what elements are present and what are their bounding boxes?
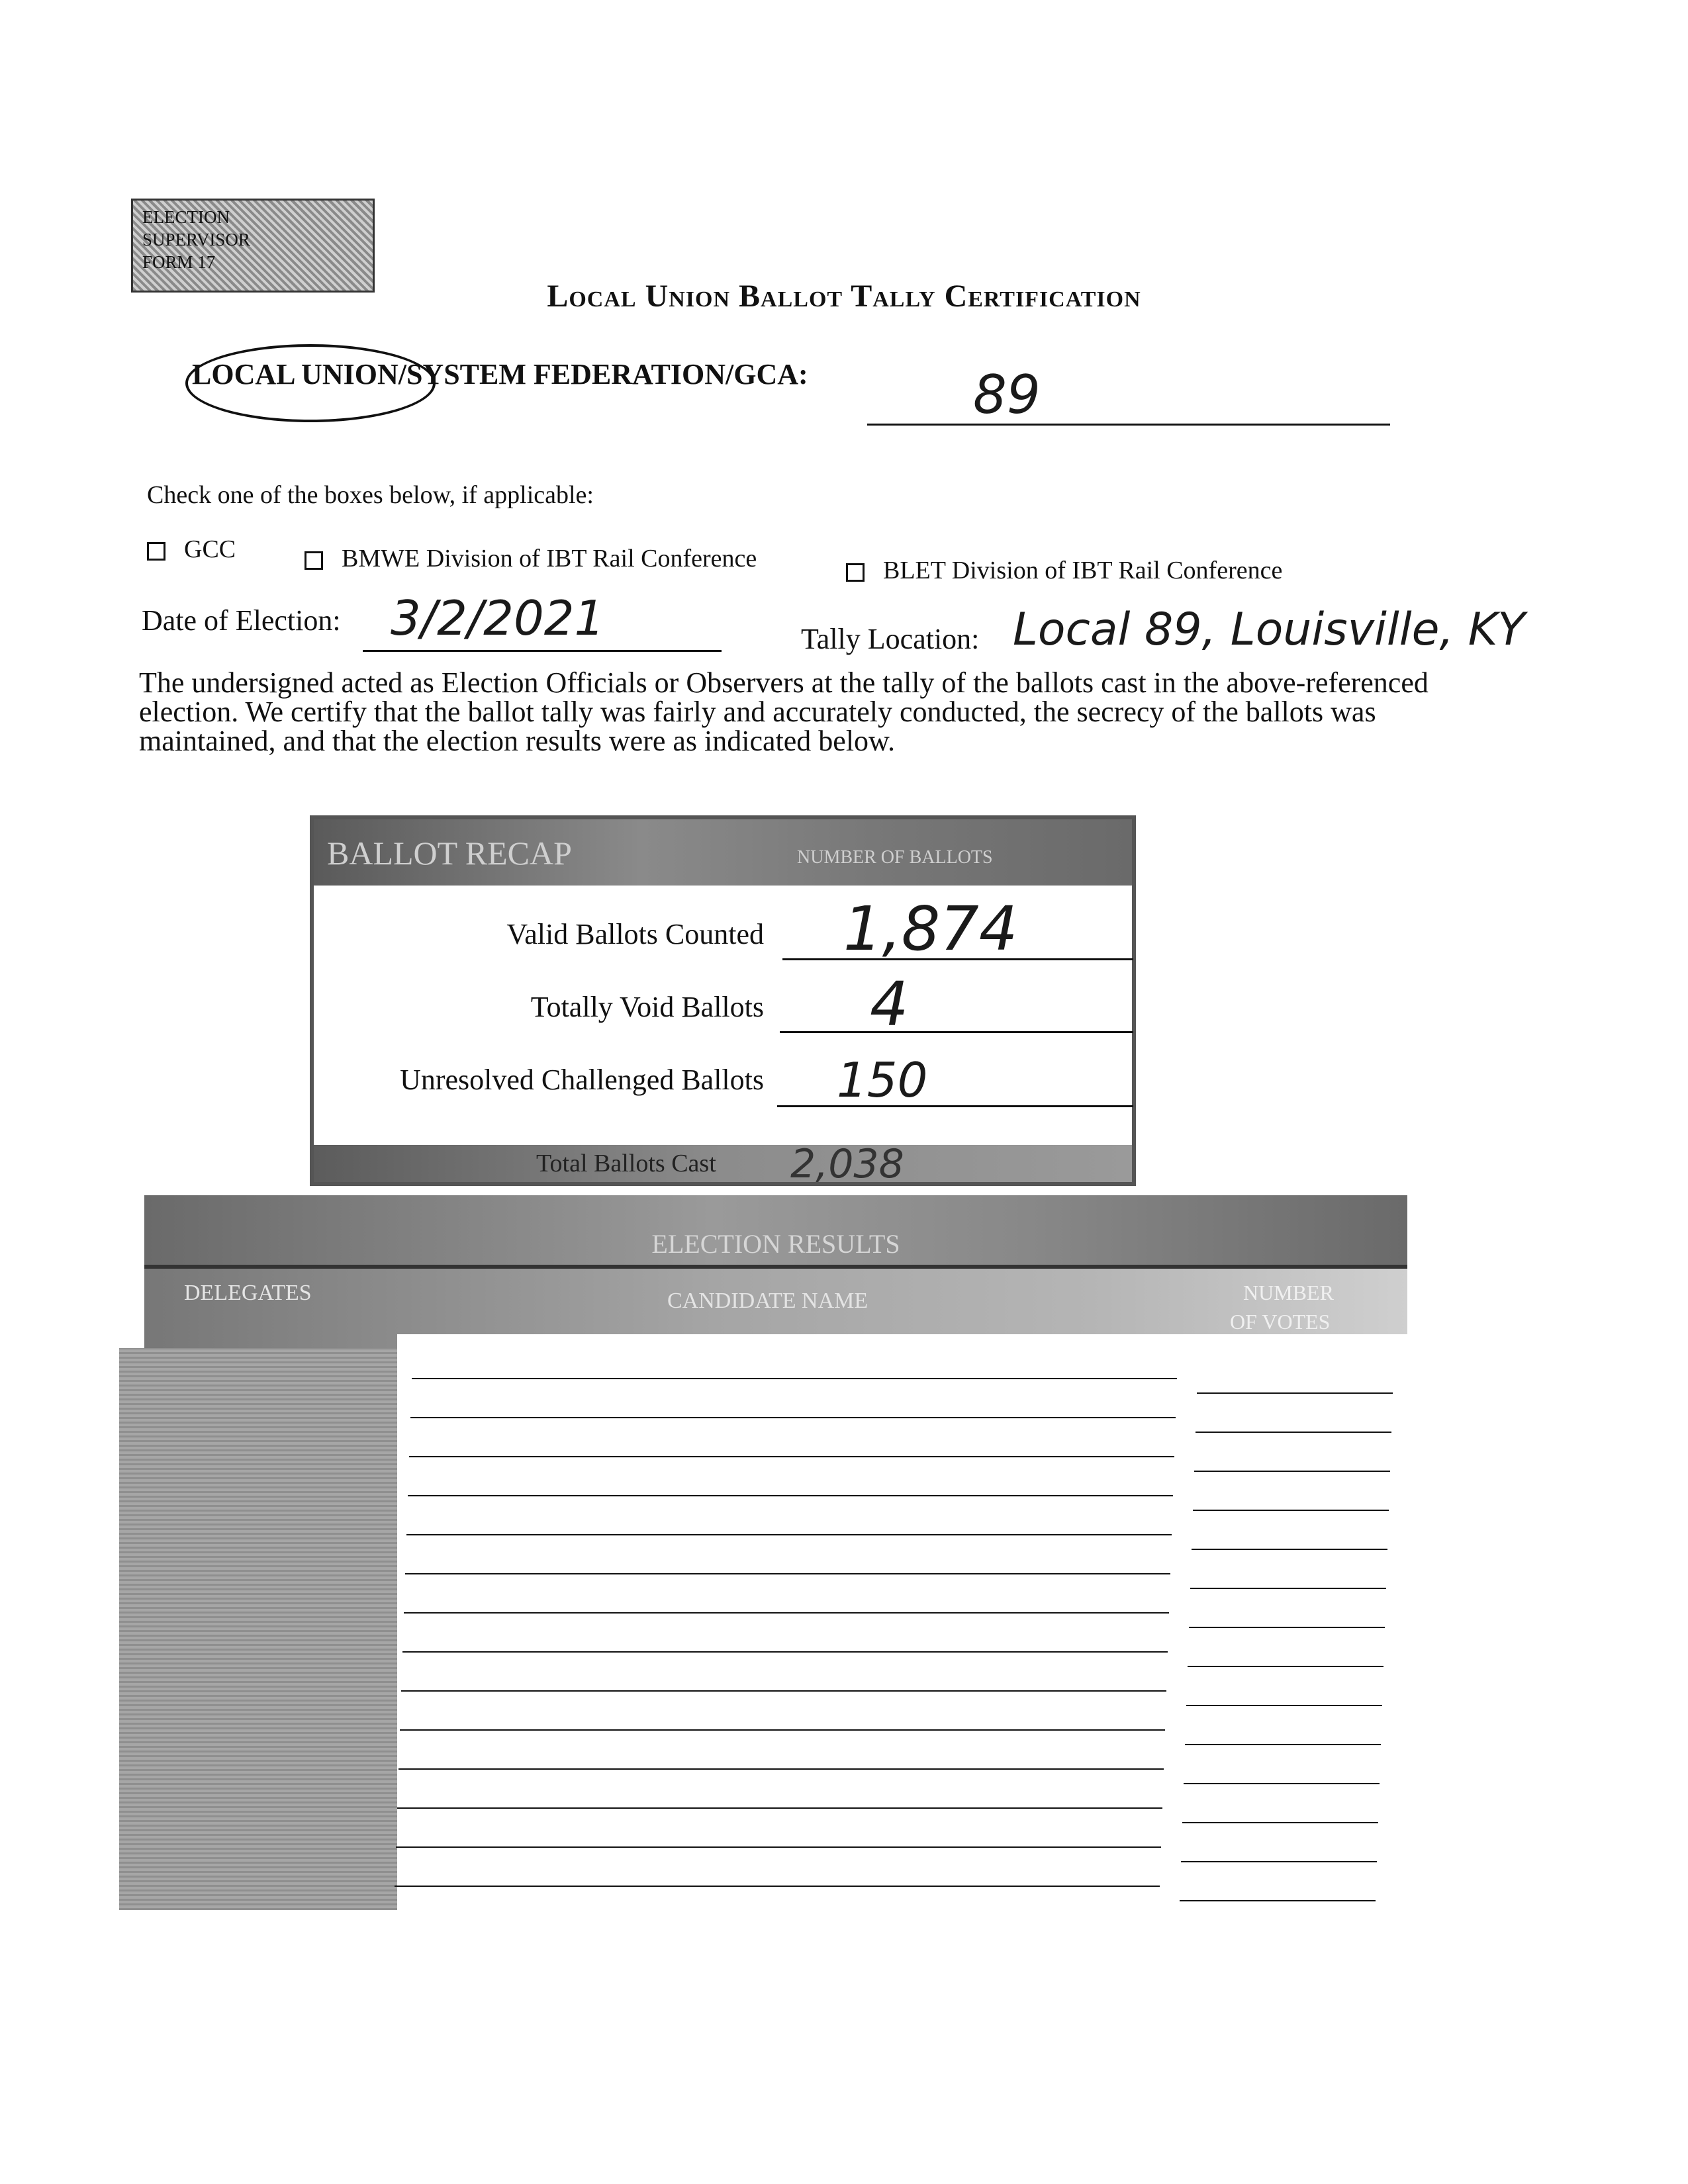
candidate-name-line[interactable] bbox=[401, 1690, 1166, 1692]
recap-row-label: Unresolved Challenged Ballots bbox=[400, 1064, 764, 1096]
results-header-title: ELECTION RESULTS bbox=[651, 1229, 900, 1259]
votes-line[interactable] bbox=[1180, 1900, 1376, 1901]
election-results-table bbox=[144, 1195, 1407, 1910]
org-value[interactable]: 89 bbox=[973, 364, 1041, 426]
candidate-name-line[interactable] bbox=[410, 1417, 1176, 1418]
recap-row-line bbox=[777, 1105, 1133, 1107]
recap-row-value[interactable]: 150 bbox=[837, 1052, 928, 1108]
votes-line[interactable] bbox=[1196, 1432, 1391, 1433]
candidate-name-line[interactable] bbox=[399, 1768, 1164, 1770]
recap-row-value[interactable]: 4 bbox=[870, 969, 909, 1040]
checkbox-bmwe[interactable] bbox=[305, 544, 757, 573]
certification-text: The undersigned acted as Election Officials or Observers at the tally of the ballots cast in the above-referenced election. We certify that the ballot tally was fairly and accurately conducted, the secrecy of the ballots was maintained, and that the election results were as indicated below. bbox=[139, 666, 1429, 757]
date-line bbox=[363, 650, 722, 652]
candidate-name-line[interactable] bbox=[408, 1495, 1173, 1496]
candidate-name-line[interactable] bbox=[405, 1573, 1170, 1574]
candidate-name-line[interactable] bbox=[395, 1886, 1160, 1887]
col-delegates: DELEGATES bbox=[184, 1281, 312, 1305]
checkbox-label: BMWE Division of IBT Rail Conference bbox=[342, 545, 757, 572]
checkbox-icon[interactable] bbox=[846, 563, 865, 582]
stamp-line: SUPERVISOR bbox=[142, 230, 250, 250]
votes-line[interactable] bbox=[1186, 1705, 1382, 1706]
candidate-name-line[interactable] bbox=[409, 1456, 1174, 1457]
col-candidate-name: CANDIDATE NAME bbox=[667, 1289, 868, 1313]
checkbox-gcc[interactable] bbox=[147, 535, 236, 564]
candidate-name-line[interactable] bbox=[412, 1378, 1177, 1379]
votes-line[interactable] bbox=[1184, 1783, 1380, 1784]
org-type-row bbox=[192, 357, 808, 391]
recap-header-left: BALLOT RECAP bbox=[327, 835, 572, 872]
candidate-name-line[interactable] bbox=[404, 1612, 1169, 1614]
results-header bbox=[144, 1195, 1407, 1269]
votes-line[interactable] bbox=[1188, 1666, 1383, 1667]
date-value[interactable]: 3/2/2021 bbox=[391, 590, 605, 646]
votes-line[interactable] bbox=[1182, 1822, 1378, 1823]
votes-line[interactable] bbox=[1181, 1861, 1377, 1862]
org-value-line bbox=[867, 424, 1390, 426]
delegates-column bbox=[119, 1348, 410, 1910]
form-title: Local Union Ballot Tally Certification bbox=[547, 279, 1141, 314]
location-value[interactable]: Local 89, Louisville, KY bbox=[1013, 604, 1525, 656]
recap-total-label: Total Ballots Cast bbox=[536, 1150, 716, 1177]
votes-line[interactable] bbox=[1192, 1549, 1387, 1550]
recap-row-value[interactable]: 1,874 bbox=[843, 893, 1018, 964]
votes-line[interactable] bbox=[1185, 1744, 1381, 1745]
votes-line[interactable] bbox=[1197, 1392, 1393, 1394]
location-label: Tally Location: bbox=[801, 623, 980, 655]
candidate-name-line[interactable] bbox=[402, 1651, 1168, 1653]
checkbox-icon[interactable] bbox=[305, 551, 323, 570]
stamp-line: FORM 17 bbox=[142, 252, 216, 272]
recap-row-line bbox=[780, 1031, 1133, 1033]
votes-line[interactable] bbox=[1190, 1588, 1386, 1589]
checkbox-icon[interactable] bbox=[147, 542, 165, 561]
votes-line[interactable] bbox=[1193, 1510, 1389, 1511]
date-label: Date of Election: bbox=[142, 604, 341, 637]
checkbox-label: GCC bbox=[184, 535, 236, 563]
instructions-text: Check one of the boxes below, if applicable: bbox=[147, 481, 594, 509]
stamp-line: ELECTION bbox=[142, 207, 230, 227]
results-entry-area bbox=[397, 1334, 1407, 1910]
candidate-name-line[interactable] bbox=[396, 1846, 1161, 1848]
recap-row-label: Valid Ballots Counted bbox=[506, 918, 764, 950]
candidate-name-line[interactable] bbox=[406, 1534, 1172, 1535]
votes-line[interactable] bbox=[1189, 1627, 1385, 1628]
org-label-circled: LOCAL UNION bbox=[192, 358, 399, 390]
recap-header-right: NUMBER OF BALLOTS bbox=[797, 847, 993, 868]
recap-footer bbox=[314, 1141, 1132, 1187]
recap-total-value[interactable]: 2,038 bbox=[790, 1141, 904, 1187]
org-label-rest: /SYSTEM FEDERATION/GCA: bbox=[398, 358, 808, 390]
recap-header bbox=[314, 819, 1132, 886]
candidate-name-line[interactable] bbox=[397, 1807, 1162, 1809]
votes-line[interactable] bbox=[1194, 1471, 1390, 1472]
col-votes: OF VOTES bbox=[1230, 1310, 1331, 1334]
col-votes: NUMBER bbox=[1243, 1281, 1334, 1304]
checkbox-blet[interactable] bbox=[846, 556, 1282, 585]
recap-row-label: Totally Void Ballots bbox=[530, 991, 764, 1023]
checkbox-label: BLET Division of IBT Rail Conference bbox=[883, 557, 1283, 584]
ballot-recap-box bbox=[310, 815, 1136, 1186]
candidate-name-line[interactable] bbox=[400, 1729, 1165, 1731]
